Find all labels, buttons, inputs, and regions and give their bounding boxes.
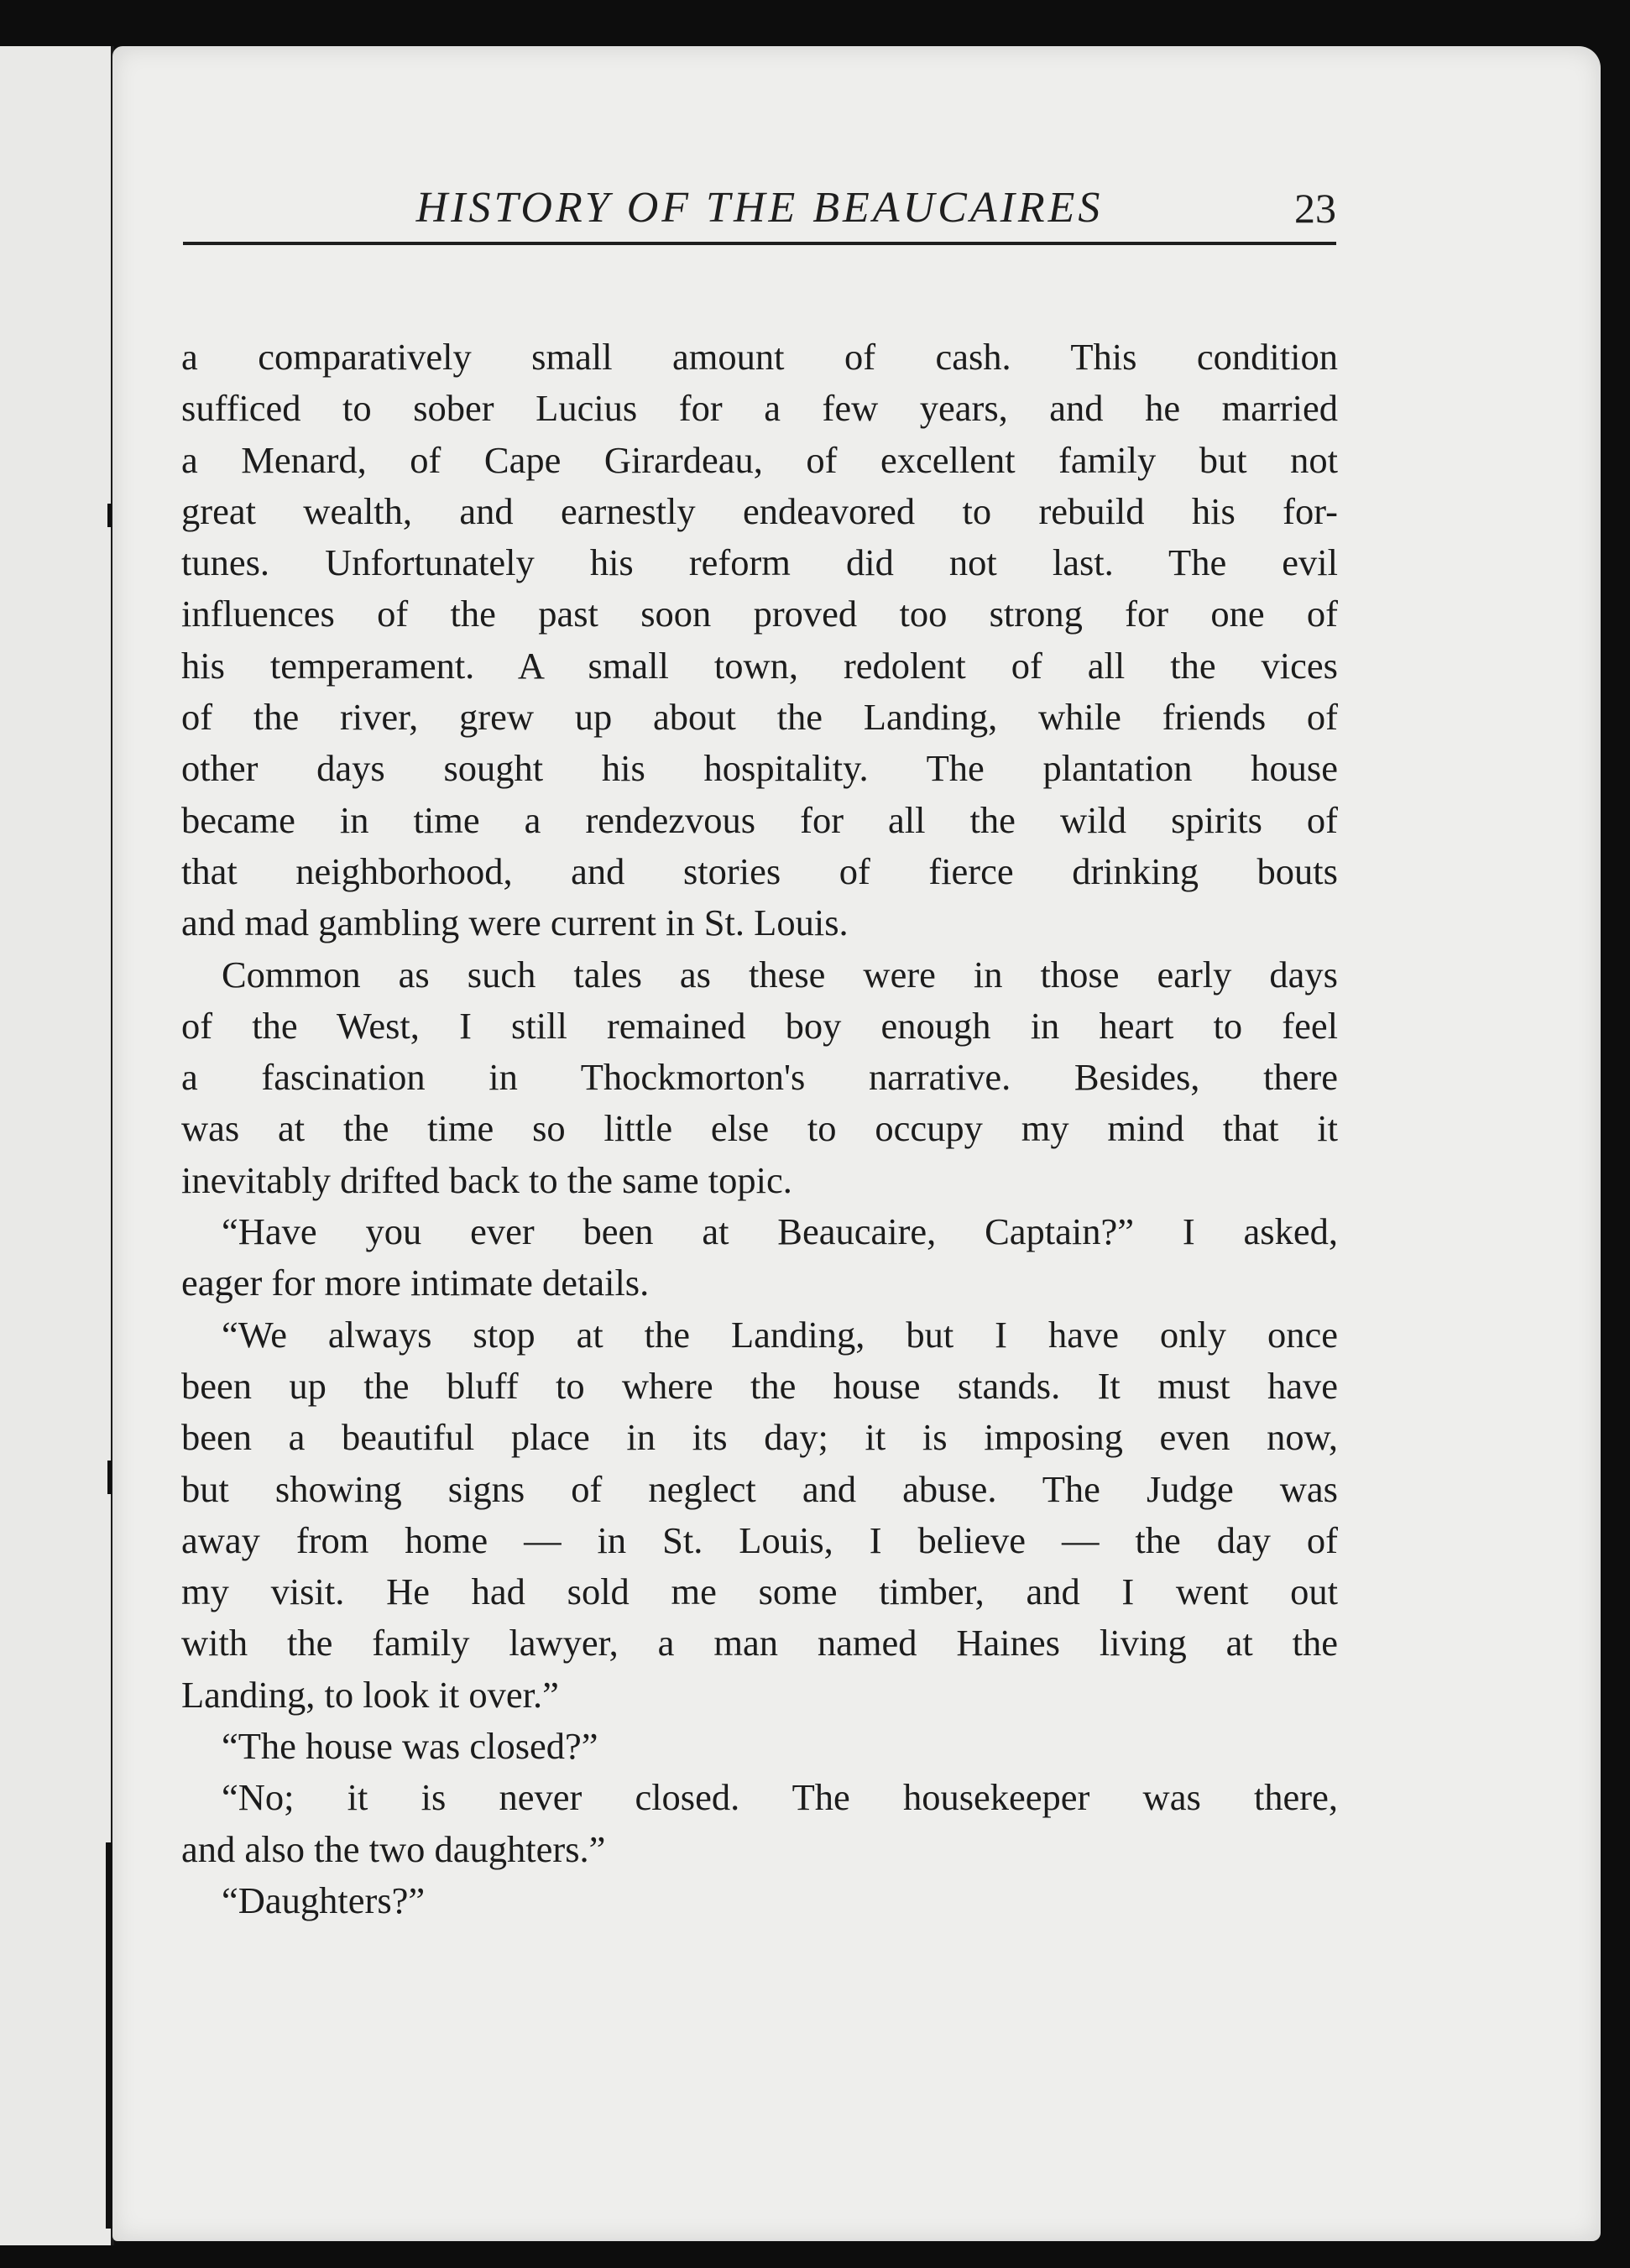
text-line: a fascination in Thockmorton's narrative. Besides, there bbox=[181, 1056, 1338, 1099]
text-line: and also the two daughters.” bbox=[181, 1827, 606, 1870]
text-line: other days sought his hospitality. The plantation house bbox=[181, 747, 1338, 790]
text-line: of the West, I still remained boy enough in heart to feel bbox=[181, 1004, 1338, 1047]
text-line: that neighborhood, and stories of fierce drinking bouts bbox=[181, 849, 1338, 892]
text-line: was at the time so little else to occupy my mind that it bbox=[181, 1107, 1338, 1150]
page-number: 23 bbox=[1294, 185, 1336, 232]
text-line: great wealth, and earnestly endeavored to rebuild his for- bbox=[181, 489, 1338, 532]
binding-mark bbox=[107, 504, 112, 527]
text-line: of the river, grew up about the Landing, while friends of bbox=[181, 696, 1338, 739]
text-line: “Daughters?” bbox=[222, 1879, 426, 1921]
text-line: a Menard, of Cape Girardeau, of excellent family but not bbox=[181, 438, 1338, 481]
text-line: and mad gambling were current in St. Louis. bbox=[181, 901, 849, 944]
text-line: but showing signs of neglect and abuse. The Judge was bbox=[181, 1467, 1338, 1510]
text-line: “Have you ever been at Beaucaire, Captain?” I asked, bbox=[222, 1210, 1338, 1253]
previous-page-edge bbox=[0, 46, 114, 2245]
body-text bbox=[181, 332, 1338, 1926]
text-line: a comparatively small amount of cash. This condition bbox=[181, 336, 1338, 378]
binding-mark bbox=[106, 1842, 112, 2229]
text-line: eager for more intimate details. bbox=[181, 1262, 650, 1304]
running-head: HISTORY OF THE BEAUCAIRES bbox=[415, 184, 1104, 232]
text-line: “We always stop at the Landing, but I have only once bbox=[222, 1313, 1338, 1356]
text-line: sufficed to sober Lucius for a few years, and he married bbox=[181, 387, 1338, 430]
text-line: been a beautiful place in its day; it is imposing even now, bbox=[181, 1416, 1338, 1459]
text-line: Landing, to look it over.” bbox=[181, 1673, 559, 1716]
text-line: tunes. Unfortunately his reform did not last. The evil bbox=[181, 541, 1338, 584]
text-line: “No; it is never closed. The housekeeper was there, bbox=[222, 1776, 1338, 1819]
text-line: his temperament. A small town, redolent of all the vices bbox=[181, 644, 1338, 687]
text-line: away from home — in St. Louis, I believe — the day of bbox=[181, 1518, 1338, 1561]
text-line: became in time a rendezvous for all the wild spirits of bbox=[181, 798, 1338, 841]
text-line: with the family lawyer, a man named Haines living at the bbox=[181, 1622, 1338, 1664]
text-line: been up the bluff to where the house stands. It must have bbox=[181, 1364, 1338, 1407]
text-line: inevitably drifted back to the same topic. bbox=[181, 1158, 792, 1201]
text-line: “The house was closed?” bbox=[222, 1725, 598, 1768]
text-line: Common as such tales as these were in those early days bbox=[222, 953, 1338, 996]
binding-mark bbox=[107, 1461, 112, 1494]
text-line: my visit. He had sold me some timber, and I went out bbox=[181, 1570, 1338, 1613]
text-line: influences of the past soon proved too strong for one of bbox=[181, 593, 1338, 635]
page-header bbox=[183, 175, 1336, 245]
